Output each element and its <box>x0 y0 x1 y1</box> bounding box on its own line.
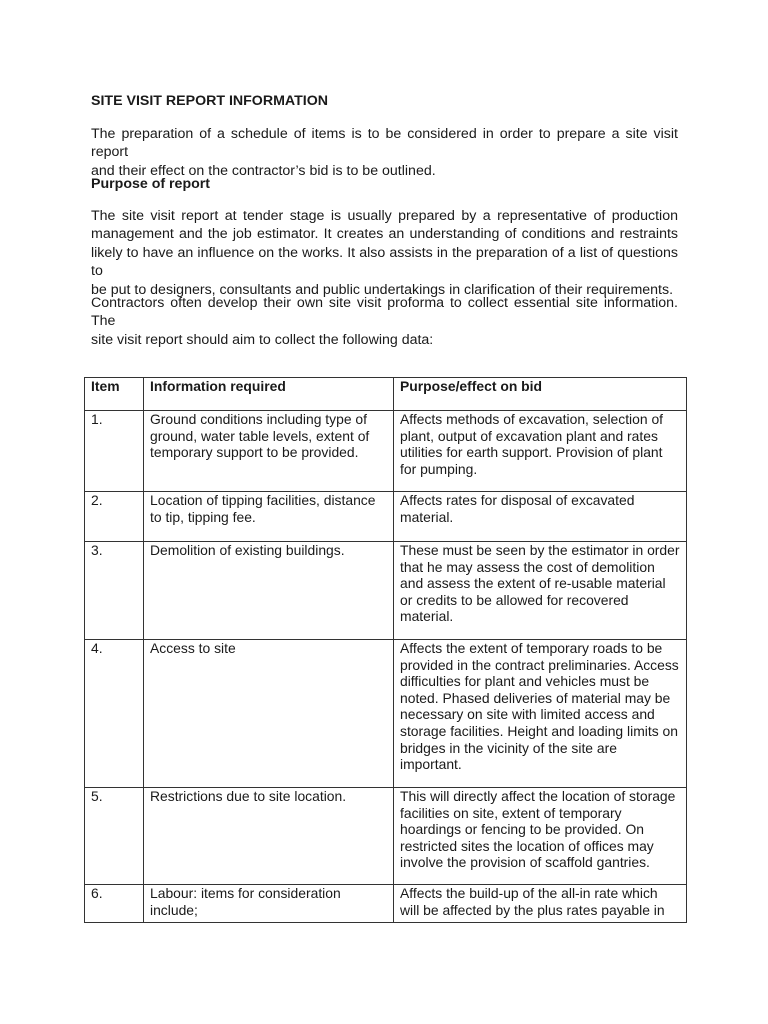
table-header-row <box>85 378 687 411</box>
table-row <box>85 542 687 640</box>
proforma-line: Contractors often develop their own site visit proforma to collect essential site information. The <box>91 295 678 330</box>
table-row <box>85 492 687 542</box>
purpose-heading: Purpose of report <box>91 176 211 192</box>
proforma-paragraph <box>91 294 678 349</box>
purpose-line: be put to designers, consultants and public undertakings in clarification of their requirements. <box>91 281 674 298</box>
row-item-number: 1. <box>85 411 144 492</box>
row-information: Demolition of existing buildings. <box>144 542 394 640</box>
header-information-required: Information required <box>144 378 394 411</box>
row-purpose: Affects methods of excavation, selection of plant, output of excavation plant and rates utilities for earth support. Provision of plant for pumping. <box>394 411 687 492</box>
proforma-line: site visit report should aim to collect the following data: <box>91 331 434 348</box>
row-information: Labour: items for consideration include; <box>144 885 394 923</box>
purpose-line: likely to have an influence on the works. It also assists in the preparation of a list of questions to <box>91 244 678 280</box>
table-row <box>85 885 687 923</box>
table-row <box>85 640 687 788</box>
site-data-table <box>84 377 687 923</box>
row-purpose: This will directly affect the location of storage facilities on site, extent of temporary hoardings or fencing to be provided. On restricted sites the location of offices may involve the provision of scaffold gantries. <box>394 788 687 885</box>
row-purpose: Affects the build-up of the all-in rate which will be affected by the plus rates payable in <box>394 885 687 923</box>
row-item-number: 2. <box>85 492 144 542</box>
row-purpose: Affects rates for disposal of excavated material. <box>394 492 687 542</box>
row-information: Restrictions due to site location. <box>144 788 394 885</box>
row-item-number: 6. <box>85 885 144 923</box>
row-item-number: 5. <box>85 788 144 885</box>
header-purpose-effect: Purpose/effect on bid <box>394 378 687 411</box>
intro-line: and their effect on the contractor’s bid is to be outlined. <box>91 162 436 179</box>
table-row <box>85 411 687 492</box>
header-item: Item <box>85 378 144 411</box>
table-row <box>85 788 687 885</box>
row-item-number: 4. <box>85 640 144 788</box>
row-information: Location of tipping facilities, distance to tip, tipping fee. <box>144 492 394 542</box>
purpose-paragraph <box>91 207 678 299</box>
row-item-number: 3. <box>85 542 144 640</box>
intro-line: The preparation of a schedule of items is to be considered in order to prepare a site visit report <box>91 126 678 161</box>
row-purpose: Affects the extent of temporary roads to be provided in the contract preliminaries. Access difficulties for plant and vehicles must be noted. Phased deliveries of material may be necessary on site with limited access and storage facilities. Height and loading limits on bridges in the vicinity of the site are important. <box>394 640 687 788</box>
purpose-line: management and the job estimator. It creates an understanding of conditions and restraints <box>91 226 678 243</box>
document-title: SITE VISIT REPORT INFORMATION <box>91 93 328 109</box>
row-information: Ground conditions including type of ground, water table levels, extent of temporary support to be provided. <box>144 411 394 492</box>
row-purpose: These must be seen by the estimator in order that he may assess the cost of demolition and assess the extent of re-usable material or credits to be allowed for recovered material. <box>394 542 687 640</box>
intro-paragraph <box>91 125 678 180</box>
row-information: Access to site <box>144 640 394 788</box>
purpose-line: The site visit report at tender stage is usually prepared by a representative of production <box>91 208 678 224</box>
